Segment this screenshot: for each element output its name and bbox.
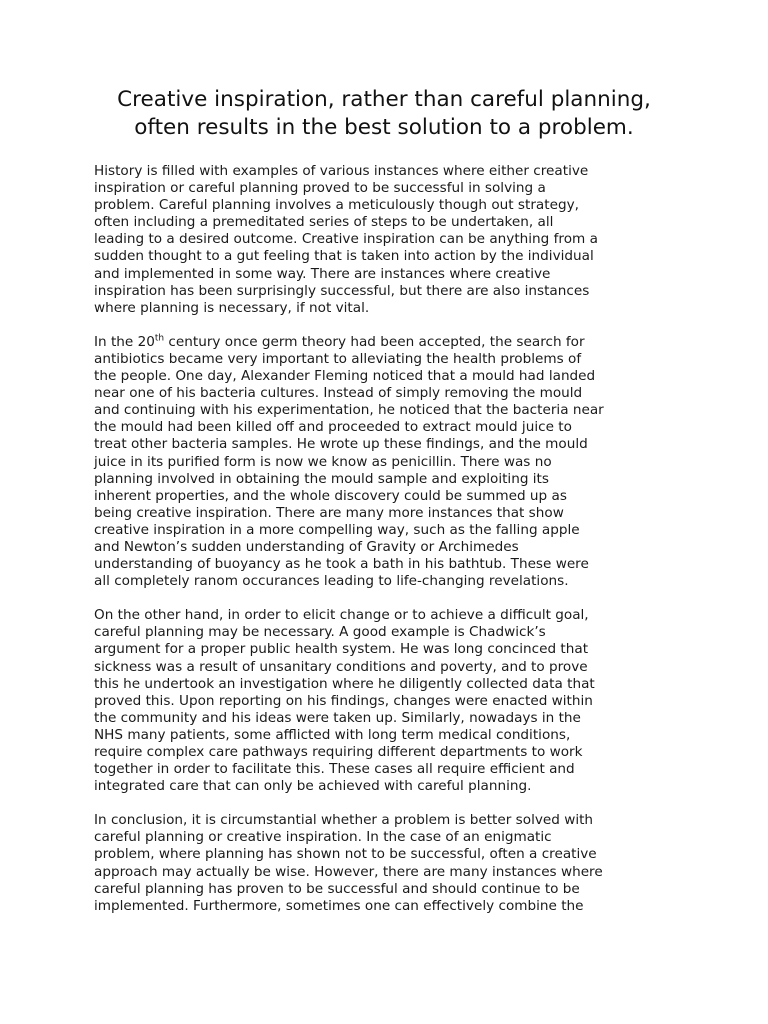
text-line: this he undertook an investigation where he diligently collected data that bbox=[94, 675, 595, 692]
text-line: creative inspiration in a more compelling way, such as the falling apple bbox=[94, 521, 580, 538]
text-line: approach may actually be wise. However, there are many instances where bbox=[94, 863, 603, 880]
text-line: implemented. Furthermore, sometimes one can effectively combine the bbox=[94, 897, 584, 914]
text-line: argument for a proper public health system. He was long concinced that bbox=[94, 641, 589, 658]
text-line: proved this. Upon reporting on his findings, changes were enacted within bbox=[94, 692, 593, 709]
text-line: problem. Careful planning involves a meticulously though out strategy, bbox=[94, 197, 579, 214]
text-line: sudden thought to a gut feeling that is taken into action by the individual bbox=[94, 248, 594, 265]
text-line: all completely ranom occurances leading to life-changing revelations. bbox=[94, 573, 569, 590]
text-line: In conclusion, it is circumstantial whether a problem is better solved with bbox=[94, 812, 594, 829]
text-line: treat other bacteria samples. He wrote up these findings, and the mould bbox=[94, 436, 588, 453]
essay-body bbox=[94, 163, 684, 932]
text-line: and implemented in some way. There are instances where creative bbox=[94, 265, 551, 282]
text-line: careful planning or creative inspiration. In the case of an enigmatic bbox=[94, 829, 552, 846]
text-line: problem, where planning has shown not to be successful, often a creative bbox=[94, 846, 597, 863]
text-line: inspiration has been surprisingly successful, but there are also instances bbox=[94, 282, 590, 299]
text-line: the community and his ideas were taken up. Similarly, nowadays in the bbox=[94, 709, 581, 726]
text-line: require complex care pathways requiring different departments to work bbox=[94, 744, 583, 760]
text-line: planning involved in obtaining the mould sample and exploiting its bbox=[94, 470, 549, 487]
text-line: History is filled with examples of various instances where either creative bbox=[94, 163, 589, 179]
paragraph-careful-planning bbox=[94, 607, 684, 795]
text-line: being creative inspiration. There are many more instances that show bbox=[94, 504, 564, 521]
title-line: Creative inspiration, rather than careful planning, bbox=[117, 87, 651, 112]
text-line: integrated care that can only be achieved with careful planning. bbox=[94, 778, 532, 795]
text-line: On the other hand, in order to elicit change or to achieve a difficult goal, bbox=[94, 607, 589, 624]
text-line: antibiotics became very important to alleviating the health problems of bbox=[94, 350, 582, 367]
paragraph-creative-inspiration bbox=[94, 334, 684, 590]
essay-title bbox=[80, 86, 688, 142]
text-line: inspiration or careful planning proved to be successful in solving a bbox=[94, 180, 546, 197]
text-line: and Newton’s sudden understanding of Gravity or Archimedes bbox=[94, 538, 519, 555]
text-line: NHS many patients, some afflicted with long term medical conditions, bbox=[94, 726, 571, 743]
text-line: where planning is necessary, if not vital. bbox=[94, 299, 370, 316]
title-line: often results in the best solution to a problem. bbox=[134, 115, 634, 140]
text-line: inherent properties, and the whole discovery could be summed up as bbox=[94, 487, 567, 504]
ordinal-superscript: th bbox=[154, 333, 165, 344]
text-line: often including a premeditated series of steps to be undertaken, all bbox=[94, 214, 554, 231]
text-line: the mould had been killed off and proceeded to extract mould juice to bbox=[94, 419, 572, 436]
text-line: leading to a desired outcome. Creative inspiration can be anything from a bbox=[94, 231, 598, 248]
text-line: near one of his bacteria cultures. Instead of simply removing the mould bbox=[94, 385, 583, 402]
text-fragment: In the 20 bbox=[94, 333, 155, 350]
text-line: the people. One day, Alexander Fleming noticed that a mould had landed bbox=[94, 368, 596, 385]
text-line: juice in its purified form is now we know as penicillin. There was no bbox=[94, 453, 552, 470]
text-line: careful planning has proven to be successful and should continue to be bbox=[94, 880, 580, 897]
text-line: sickness was a result of unsanitary conditions and poverty, and to prove bbox=[94, 658, 588, 675]
text-line bbox=[94, 334, 684, 351]
text-line: together in order to facilitate this. These cases all require efficient and bbox=[94, 761, 575, 778]
text-line: understanding of buoyancy as he took a bath in his bathtub. These were bbox=[94, 556, 589, 573]
text-fragment: century once germ theory had been accepted, the search for bbox=[164, 333, 585, 350]
paragraph-introduction bbox=[94, 163, 684, 317]
paragraph-conclusion bbox=[94, 812, 684, 915]
text-line: careful planning may be necessary. A good example is Chadwick’s bbox=[94, 624, 546, 641]
text-line: and continuing with his experimentation, he noticed that the bacteria near bbox=[94, 402, 604, 419]
